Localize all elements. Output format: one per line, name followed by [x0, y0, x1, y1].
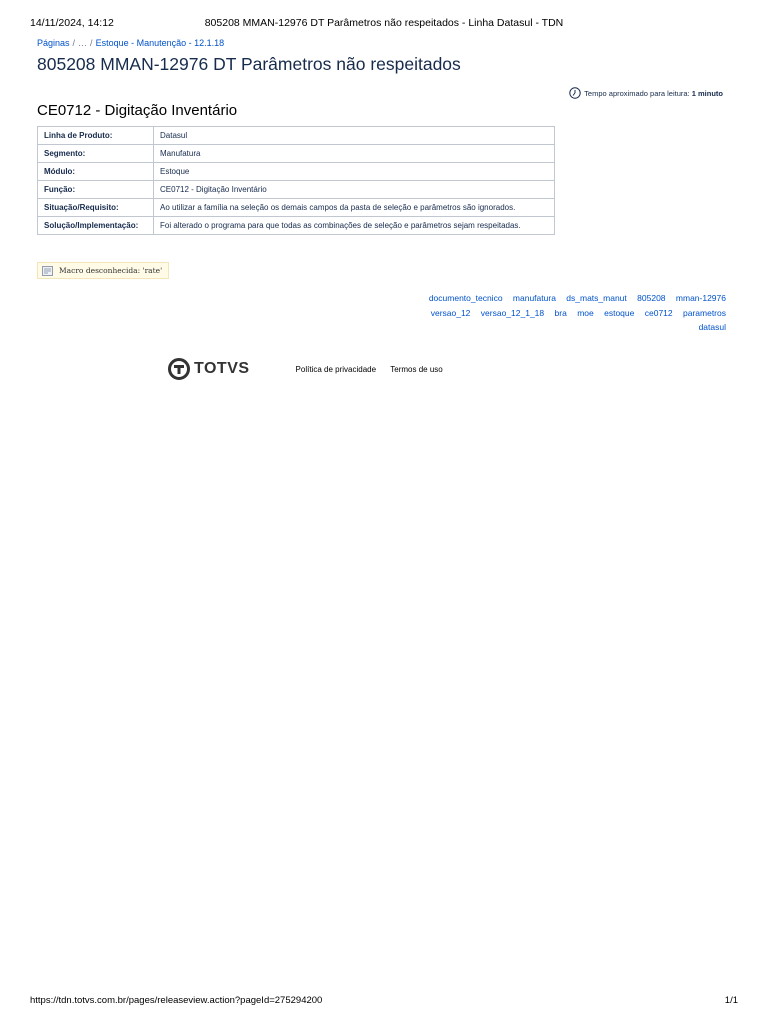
table-value: Datasul: [154, 127, 555, 145]
breadcrumb-separator: /: [90, 38, 93, 48]
page-title: 805208 MMAN-12976 DT Parâmetros não respeitados: [37, 54, 461, 74]
label-mman-12976[interactable]: mman-12976: [675, 293, 726, 303]
table-value: Foi alterado o programa para que todas as combinações de seleção e parâmetros sejam respeitadas.: [154, 217, 555, 235]
label-documento-tecnico[interactable]: documento_tecnico: [428, 293, 503, 303]
breadcrumb-separator: /: [72, 38, 76, 48]
print-title: 805208 MMAN-12976 DT Parâmetros não respeitados - Linha Datasul - TDN: [204, 17, 564, 29]
table-row: [38, 163, 555, 181]
macro-warning: [37, 262, 169, 279]
breadcrumb-item-estoque[interactable]: Estoque - Manutenção - 12.1.18: [95, 38, 225, 48]
totvs-logo[interactable]: [168, 358, 250, 380]
label-versao-12[interactable]: versao_12: [430, 307, 471, 318]
label-datasul[interactable]: datasul: [698, 322, 726, 332]
table-row: [38, 199, 555, 217]
label-parametros[interactable]: parametros: [683, 307, 726, 318]
label-moe[interactable]: moe: [577, 307, 594, 318]
label-estoque[interactable]: estoque: [604, 307, 635, 318]
section-heading: CE0712 - Digitação Inventário: [37, 102, 238, 119]
print-footer: [30, 995, 738, 1009]
table-value: Ao utilizar a família na seleção os demais campos da pasta de seleção e parâmetros são ignorados.: [154, 199, 555, 217]
print-url: https://tdn.totvs.com.br/pages/releaseview.action?pageId=275294200: [30, 995, 323, 1006]
breadcrumb-ellipsis[interactable]: …: [78, 38, 88, 48]
table-row: [38, 145, 555, 163]
terms-of-use-link[interactable]: Termos de uso: [390, 364, 443, 374]
table-value: Manufatura: [154, 145, 555, 163]
print-page-number: 1/1: [724, 995, 738, 1006]
table-row: [38, 217, 555, 235]
label-805208[interactable]: 805208: [637, 293, 666, 303]
label-versao-12-1-18[interactable]: versao_12_1_18: [480, 307, 545, 318]
site-footer: [168, 358, 443, 380]
breadcrumb-item-paginas[interactable]: Páginas: [37, 38, 70, 48]
read-time-prefix: Tempo aproximado para leitura:: [584, 88, 690, 98]
breadcrumb: [37, 38, 224, 48]
table-key: Linha de Produto:: [38, 127, 154, 145]
table-row: [38, 181, 555, 199]
logo-text: TOTVS: [194, 360, 250, 377]
label-ce0712[interactable]: ce0712: [644, 307, 673, 318]
table-key: Módulo:: [38, 163, 154, 181]
label-ds-mats-manut[interactable]: ds_mats_manut: [566, 293, 627, 303]
read-time: [569, 87, 723, 99]
labels-list: [386, 291, 726, 335]
label-manufatura[interactable]: manufatura: [512, 293, 556, 303]
label-bra[interactable]: bra: [554, 307, 567, 318]
totvs-logo-icon: [168, 358, 190, 380]
table-value: Estoque: [154, 163, 555, 181]
table-key: Situação/Requisito:: [38, 199, 154, 217]
print-header: [30, 17, 738, 31]
table-key: Segmento:: [38, 145, 154, 163]
read-time-value: 1 minuto: [691, 88, 723, 98]
table-row: [38, 127, 555, 145]
clock-icon: [569, 87, 581, 99]
table-value: CE0712 - Digitação Inventário: [154, 181, 555, 199]
macro-warning-text: Macro desconhecida: 'rate': [59, 266, 163, 275]
privacy-policy-link[interactable]: Política de privacidade: [295, 364, 377, 374]
table-key: Solução/Implementação:: [38, 217, 154, 235]
macro-icon: [42, 266, 53, 276]
footer-links: [296, 365, 443, 374]
table-key: Função:: [38, 181, 154, 199]
print-timestamp: 14/11/2024, 14:12: [30, 17, 114, 29]
info-table: [37, 126, 555, 235]
